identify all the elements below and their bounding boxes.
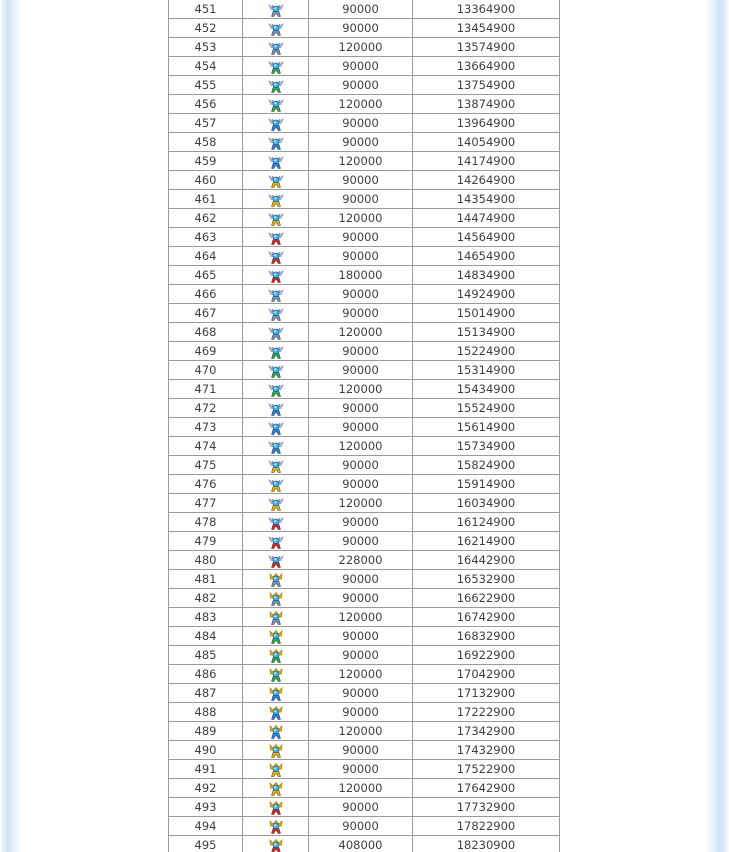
rank-icon-cell bbox=[243, 456, 309, 475]
rank-crown-icon bbox=[268, 744, 284, 758]
rank-badge-icon bbox=[268, 516, 284, 530]
total-xp-cell: 15134900 bbox=[413, 323, 560, 342]
xp-required-cell: 90000 bbox=[309, 684, 413, 703]
rank-badge-icon bbox=[268, 288, 284, 302]
rank-icon-cell bbox=[243, 171, 309, 190]
total-xp-cell: 15224900 bbox=[413, 342, 560, 361]
level-cell: 470 bbox=[169, 361, 243, 380]
xp-required-cell: 90000 bbox=[309, 532, 413, 551]
rank-icon-cell bbox=[243, 722, 309, 741]
table-row bbox=[169, 76, 560, 95]
level-cell: 485 bbox=[169, 646, 243, 665]
rank-icon-cell bbox=[243, 190, 309, 209]
xp-required-cell: 120000 bbox=[309, 380, 413, 399]
xp-required-cell: 90000 bbox=[309, 228, 413, 247]
level-cell: 476 bbox=[169, 475, 243, 494]
level-cell: 494 bbox=[169, 817, 243, 836]
xp-required-cell: 90000 bbox=[309, 589, 413, 608]
rank-crown-icon bbox=[268, 573, 284, 587]
rank-crown-icon bbox=[268, 725, 284, 739]
table-row bbox=[169, 361, 560, 380]
rank-badge-icon bbox=[268, 231, 284, 245]
rank-icon-cell bbox=[243, 76, 309, 95]
level-cell: 473 bbox=[169, 418, 243, 437]
level-cell: 452 bbox=[169, 19, 243, 38]
xp-required-cell: 408000 bbox=[309, 836, 413, 852]
rank-badge-icon bbox=[268, 174, 284, 188]
table-row bbox=[169, 741, 560, 760]
level-cell: 479 bbox=[169, 532, 243, 551]
table-row bbox=[169, 323, 560, 342]
rank-badge-icon bbox=[268, 41, 284, 55]
rank-icon-cell bbox=[243, 399, 309, 418]
level-cell: 482 bbox=[169, 589, 243, 608]
xp-required-cell: 180000 bbox=[309, 266, 413, 285]
level-cell: 463 bbox=[169, 228, 243, 247]
rank-badge-icon bbox=[268, 307, 284, 321]
table-row bbox=[169, 684, 560, 703]
rank-badge-icon bbox=[268, 440, 284, 454]
total-xp-cell: 13664900 bbox=[413, 57, 560, 76]
xp-required-cell: 90000 bbox=[309, 361, 413, 380]
rank-badge-icon bbox=[268, 22, 284, 36]
rank-icon-cell bbox=[243, 342, 309, 361]
xp-required-cell: 90000 bbox=[309, 570, 413, 589]
total-xp-cell: 15734900 bbox=[413, 437, 560, 456]
rank-badge-icon bbox=[268, 193, 284, 207]
level-cell: 462 bbox=[169, 209, 243, 228]
table-row bbox=[169, 114, 560, 133]
total-xp-cell: 13454900 bbox=[413, 19, 560, 38]
total-xp-cell: 14564900 bbox=[413, 228, 560, 247]
table-row bbox=[169, 646, 560, 665]
xp-required-cell: 90000 bbox=[309, 19, 413, 38]
total-xp-cell: 15314900 bbox=[413, 361, 560, 380]
rank-icon-cell bbox=[243, 38, 309, 57]
rank-crown-icon bbox=[268, 820, 284, 834]
rank-crown-icon bbox=[268, 839, 284, 852]
level-cell: 471 bbox=[169, 380, 243, 399]
table-row bbox=[169, 627, 560, 646]
rank-badge-icon bbox=[268, 364, 284, 378]
table-row bbox=[169, 152, 560, 171]
level-cell: 475 bbox=[169, 456, 243, 475]
level-cell: 454 bbox=[169, 57, 243, 76]
rank-badge-icon bbox=[268, 326, 284, 340]
xp-required-cell: 90000 bbox=[309, 247, 413, 266]
table-row bbox=[169, 133, 560, 152]
level-cell: 466 bbox=[169, 285, 243, 304]
xp-required-cell: 90000 bbox=[309, 171, 413, 190]
rank-icon-cell bbox=[243, 437, 309, 456]
rank-crown-icon bbox=[268, 687, 284, 701]
rank-crown-icon bbox=[268, 706, 284, 720]
xp-required-cell: 90000 bbox=[309, 703, 413, 722]
rank-icon-cell bbox=[243, 266, 309, 285]
table-row bbox=[169, 285, 560, 304]
right-frame-border bbox=[705, 0, 729, 852]
table-row bbox=[169, 437, 560, 456]
level-cell: 469 bbox=[169, 342, 243, 361]
table-row bbox=[169, 19, 560, 38]
rank-badge-icon bbox=[268, 554, 284, 568]
table-row bbox=[169, 38, 560, 57]
total-xp-cell: 17522900 bbox=[413, 760, 560, 779]
total-xp-cell: 14834900 bbox=[413, 266, 560, 285]
table-row bbox=[169, 570, 560, 589]
rank-badge-icon bbox=[268, 117, 284, 131]
xp-required-cell: 90000 bbox=[309, 798, 413, 817]
level-cell: 480 bbox=[169, 551, 243, 570]
table-row bbox=[169, 190, 560, 209]
rank-badge-icon bbox=[268, 269, 284, 283]
xp-required-cell: 90000 bbox=[309, 57, 413, 76]
total-xp-cell: 15614900 bbox=[413, 418, 560, 437]
level-cell: 489 bbox=[169, 722, 243, 741]
table-row bbox=[169, 798, 560, 817]
level-cell: 472 bbox=[169, 399, 243, 418]
total-xp-cell: 16214900 bbox=[413, 532, 560, 551]
level-cell: 457 bbox=[169, 114, 243, 133]
xp-required-cell: 90000 bbox=[309, 817, 413, 836]
xp-required-cell: 120000 bbox=[309, 323, 413, 342]
xp-required-cell: 120000 bbox=[309, 665, 413, 684]
rank-icon-cell bbox=[243, 665, 309, 684]
table-row bbox=[169, 57, 560, 76]
rank-icon-cell bbox=[243, 323, 309, 342]
rank-icon-cell bbox=[243, 304, 309, 323]
xp-required-cell: 90000 bbox=[309, 285, 413, 304]
rank-badge-icon bbox=[268, 402, 284, 416]
total-xp-cell: 16622900 bbox=[413, 589, 560, 608]
rank-icon-cell bbox=[243, 836, 309, 852]
xp-required-cell: 90000 bbox=[309, 646, 413, 665]
rank-icon-cell bbox=[243, 646, 309, 665]
level-cell: 493 bbox=[169, 798, 243, 817]
level-cell: 453 bbox=[169, 38, 243, 57]
level-cell: 477 bbox=[169, 494, 243, 513]
rank-badge-icon bbox=[268, 155, 284, 169]
total-xp-cell: 14354900 bbox=[413, 190, 560, 209]
rank-badge-icon bbox=[268, 250, 284, 264]
table-row bbox=[169, 608, 560, 627]
total-xp-cell: 16034900 bbox=[413, 494, 560, 513]
total-xp-cell: 16922900 bbox=[413, 646, 560, 665]
rank-icon-cell bbox=[243, 114, 309, 133]
xp-required-cell: 90000 bbox=[309, 76, 413, 95]
rank-icon-cell bbox=[243, 551, 309, 570]
level-cell: 486 bbox=[169, 665, 243, 684]
total-xp-cell: 16124900 bbox=[413, 513, 560, 532]
total-xp-cell: 13874900 bbox=[413, 95, 560, 114]
total-xp-cell: 17732900 bbox=[413, 798, 560, 817]
rank-badge-icon bbox=[268, 421, 284, 435]
total-xp-cell: 14264900 bbox=[413, 171, 560, 190]
rank-crown-icon bbox=[268, 763, 284, 777]
xp-required-cell: 120000 bbox=[309, 95, 413, 114]
xp-required-cell: 90000 bbox=[309, 456, 413, 475]
rank-icon-cell bbox=[243, 228, 309, 247]
level-cell: 488 bbox=[169, 703, 243, 722]
xp-required-cell: 90000 bbox=[309, 304, 413, 323]
total-xp-cell: 15914900 bbox=[413, 475, 560, 494]
level-cell: 467 bbox=[169, 304, 243, 323]
level-cell: 460 bbox=[169, 171, 243, 190]
xp-required-cell: 90000 bbox=[309, 190, 413, 209]
xp-required-cell: 120000 bbox=[309, 209, 413, 228]
rank-crown-icon bbox=[268, 649, 284, 663]
rank-badge-icon bbox=[268, 79, 284, 93]
total-xp-cell: 17132900 bbox=[413, 684, 560, 703]
table-row bbox=[169, 779, 560, 798]
table-row bbox=[169, 171, 560, 190]
table-row bbox=[169, 266, 560, 285]
rank-badge-icon bbox=[268, 535, 284, 549]
table-row bbox=[169, 228, 560, 247]
total-xp-cell: 14174900 bbox=[413, 152, 560, 171]
total-xp-cell: 17342900 bbox=[413, 722, 560, 741]
total-xp-cell: 17042900 bbox=[413, 665, 560, 684]
total-xp-cell: 14054900 bbox=[413, 133, 560, 152]
total-xp-cell: 15014900 bbox=[413, 304, 560, 323]
total-xp-cell: 17822900 bbox=[413, 817, 560, 836]
total-xp-cell: 13964900 bbox=[413, 114, 560, 133]
total-xp-cell: 17642900 bbox=[413, 779, 560, 798]
rank-icon-cell bbox=[243, 361, 309, 380]
rank-badge-icon bbox=[268, 478, 284, 492]
xp-required-cell: 90000 bbox=[309, 133, 413, 152]
rank-icon-cell bbox=[243, 418, 309, 437]
total-xp-cell: 13364900 bbox=[413, 0, 560, 19]
rank-icon-cell bbox=[243, 608, 309, 627]
table-row bbox=[169, 380, 560, 399]
rank-icon-cell bbox=[243, 247, 309, 266]
rank-icon-cell bbox=[243, 133, 309, 152]
left-frame-border bbox=[0, 0, 22, 852]
rank-icon-cell bbox=[243, 684, 309, 703]
level-cell: 492 bbox=[169, 779, 243, 798]
level-table-body bbox=[169, 0, 560, 852]
level-cell: 455 bbox=[169, 76, 243, 95]
table-row bbox=[169, 247, 560, 266]
xp-required-cell: 90000 bbox=[309, 418, 413, 437]
rank-crown-icon bbox=[268, 801, 284, 815]
rank-badge-icon bbox=[268, 3, 284, 17]
table-row bbox=[169, 95, 560, 114]
total-xp-cell: 14924900 bbox=[413, 285, 560, 304]
xp-required-cell: 120000 bbox=[309, 722, 413, 741]
level-cell: 481 bbox=[169, 570, 243, 589]
rank-icon-cell bbox=[243, 57, 309, 76]
rank-badge-icon bbox=[268, 383, 284, 397]
table-row bbox=[169, 399, 560, 418]
table-row bbox=[169, 817, 560, 836]
total-xp-cell: 17432900 bbox=[413, 741, 560, 760]
table-row bbox=[169, 532, 560, 551]
level-cell: 478 bbox=[169, 513, 243, 532]
level-experience-table bbox=[168, 0, 560, 852]
rank-icon-cell bbox=[243, 95, 309, 114]
rank-icon-cell bbox=[243, 285, 309, 304]
table-row bbox=[169, 494, 560, 513]
total-xp-cell: 15824900 bbox=[413, 456, 560, 475]
level-cell: 456 bbox=[169, 95, 243, 114]
level-cell: 490 bbox=[169, 741, 243, 760]
xp-required-cell: 228000 bbox=[309, 551, 413, 570]
rank-crown-icon bbox=[268, 630, 284, 644]
rank-icon-cell bbox=[243, 570, 309, 589]
xp-required-cell: 120000 bbox=[309, 38, 413, 57]
level-cell: 464 bbox=[169, 247, 243, 266]
rank-icon-cell bbox=[243, 741, 309, 760]
level-cell: 495 bbox=[169, 836, 243, 852]
rank-icon-cell bbox=[243, 703, 309, 722]
rank-icon-cell bbox=[243, 627, 309, 646]
table-row bbox=[169, 0, 560, 19]
table-row bbox=[169, 209, 560, 228]
xp-required-cell: 90000 bbox=[309, 0, 413, 19]
level-cell: 458 bbox=[169, 133, 243, 152]
total-xp-cell: 18230900 bbox=[413, 836, 560, 852]
table-row bbox=[169, 703, 560, 722]
rank-icon-cell bbox=[243, 209, 309, 228]
total-xp-cell: 14474900 bbox=[413, 209, 560, 228]
total-xp-cell: 16442900 bbox=[413, 551, 560, 570]
xp-required-cell: 120000 bbox=[309, 494, 413, 513]
level-cell: 465 bbox=[169, 266, 243, 285]
table-row bbox=[169, 475, 560, 494]
level-cell: 484 bbox=[169, 627, 243, 646]
rank-badge-icon bbox=[268, 497, 284, 511]
total-xp-cell: 14654900 bbox=[413, 247, 560, 266]
rank-icon-cell bbox=[243, 760, 309, 779]
rank-icon-cell bbox=[243, 380, 309, 399]
xp-required-cell: 90000 bbox=[309, 627, 413, 646]
rank-badge-icon bbox=[268, 212, 284, 226]
rank-icon-cell bbox=[243, 532, 309, 551]
rank-icon-cell bbox=[243, 589, 309, 608]
xp-required-cell: 90000 bbox=[309, 760, 413, 779]
rank-crown-icon bbox=[268, 611, 284, 625]
table-row bbox=[169, 456, 560, 475]
xp-required-cell: 90000 bbox=[309, 399, 413, 418]
rank-icon-cell bbox=[243, 152, 309, 171]
table-row bbox=[169, 589, 560, 608]
rank-badge-icon bbox=[268, 98, 284, 112]
table-row bbox=[169, 342, 560, 361]
rank-icon-cell bbox=[243, 798, 309, 817]
table-row bbox=[169, 760, 560, 779]
xp-required-cell: 90000 bbox=[309, 513, 413, 532]
level-cell: 491 bbox=[169, 760, 243, 779]
rank-icon-cell bbox=[243, 19, 309, 38]
rank-icon-cell bbox=[243, 0, 309, 19]
table-row bbox=[169, 304, 560, 323]
total-xp-cell: 15524900 bbox=[413, 399, 560, 418]
level-cell: 468 bbox=[169, 323, 243, 342]
total-xp-cell: 13754900 bbox=[413, 76, 560, 95]
table-row bbox=[169, 836, 560, 852]
level-cell: 487 bbox=[169, 684, 243, 703]
rank-badge-icon bbox=[268, 459, 284, 473]
xp-required-cell: 90000 bbox=[309, 114, 413, 133]
rank-badge-icon bbox=[268, 60, 284, 74]
level-cell: 483 bbox=[169, 608, 243, 627]
rank-crown-icon bbox=[268, 592, 284, 606]
rank-badge-icon bbox=[268, 136, 284, 150]
rank-icon-cell bbox=[243, 779, 309, 798]
xp-required-cell: 90000 bbox=[309, 475, 413, 494]
total-xp-cell: 16532900 bbox=[413, 570, 560, 589]
total-xp-cell: 16742900 bbox=[413, 608, 560, 627]
level-table-container bbox=[168, 0, 560, 852]
total-xp-cell: 15434900 bbox=[413, 380, 560, 399]
rank-icon-cell bbox=[243, 513, 309, 532]
xp-required-cell: 120000 bbox=[309, 152, 413, 171]
xp-required-cell: 90000 bbox=[309, 342, 413, 361]
rank-crown-icon bbox=[268, 668, 284, 682]
xp-required-cell: 90000 bbox=[309, 741, 413, 760]
xp-required-cell: 120000 bbox=[309, 608, 413, 627]
rank-badge-icon bbox=[268, 345, 284, 359]
level-cell: 451 bbox=[169, 0, 243, 19]
rank-icon-cell bbox=[243, 494, 309, 513]
table-row bbox=[169, 551, 560, 570]
xp-required-cell: 120000 bbox=[309, 779, 413, 798]
table-row bbox=[169, 722, 560, 741]
table-row bbox=[169, 513, 560, 532]
total-xp-cell: 13574900 bbox=[413, 38, 560, 57]
level-cell: 474 bbox=[169, 437, 243, 456]
level-cell: 461 bbox=[169, 190, 243, 209]
rank-icon-cell bbox=[243, 817, 309, 836]
table-row bbox=[169, 418, 560, 437]
total-xp-cell: 16832900 bbox=[413, 627, 560, 646]
rank-icon-cell bbox=[243, 475, 309, 494]
total-xp-cell: 17222900 bbox=[413, 703, 560, 722]
rank-crown-icon bbox=[268, 782, 284, 796]
level-cell: 459 bbox=[169, 152, 243, 171]
table-row bbox=[169, 665, 560, 684]
xp-required-cell: 120000 bbox=[309, 437, 413, 456]
